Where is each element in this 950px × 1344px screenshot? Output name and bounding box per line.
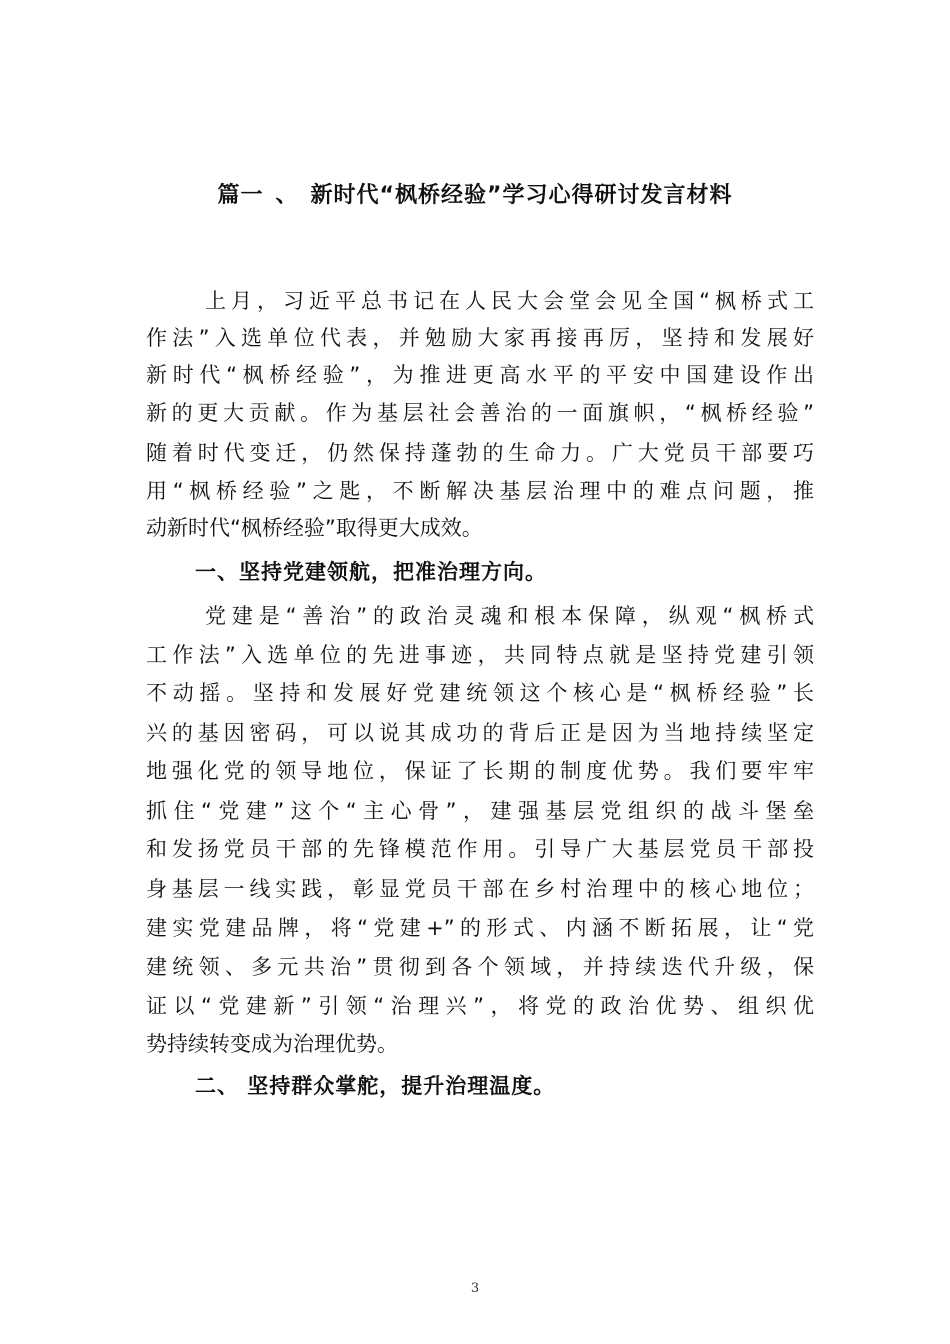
section-heading: 二、 坚持群众掌舵，提升治理温度。 [195,1074,556,1098]
paragraph-line: 抓住“党建”这个“主心骨”，建强基层党组织的战斗堡垒 [146,799,814,823]
paragraph-line: 党建是“善治”的政治灵魂和根本保障，纵观“枫桥式 [205,604,814,628]
page-number: 3 [470,1281,480,1296]
paragraph-line: 作法”入选单位代表，并勉励大家再接再厉，坚持和发展好 [146,326,814,350]
paragraph-line: 动新时代“枫桥经验”取得更大成效。 [146,516,483,540]
paragraph-line: 和发扬党员干部的先锋模范作用。引导广大基层党员干部投 [146,837,814,861]
paragraph-line: 身基层一线实践，彰显党员干部在乡村治理中的核心地位； [146,877,814,901]
paragraph-line: 随着时代变迁，仍然保持蓬勃的生命力。广大党员干部要巧 [146,441,814,465]
paragraph-line: 新时代“枫桥经验”，为推进更高水平的平安中国建设作出 [146,363,814,387]
section-heading: 一、坚持党建领航，把准治理方向。 [195,560,547,584]
paragraph-line: 建统领、多元共治”贯彻到各个领域，并持续迭代升级，保 [146,955,814,979]
paragraph-line: 证以“党建新”引领“治理兴”，将党的政治优势、组织优 [146,994,814,1018]
paragraph-line: 兴的基因密码，可以说其成功的背后正是因为当地持续坚定 [146,721,814,745]
title-separator: 、 [275,183,299,208]
paragraph-line: 工作法”入选单位的先进事迹，共同特点就是坚持党建引领 [146,643,814,667]
paragraph-line: 上月，习近平总书记在人民大会堂会见全国“枫桥式工 [205,289,814,313]
document-title [0,181,950,211]
paragraph-line: 新的更大贡献。作为基层社会善治的一面旗帜，“枫桥经验” [146,401,814,425]
paragraph-line: 不动摇。坚持和发展好党建统领这个核心是“枫桥经验”长 [146,681,814,705]
paragraph-line: 建实党建品牌，将“党建+”的形式、内涵不断拓展，让“党 [146,916,814,940]
paragraph-line: 势持续转变成为治理优势。 [146,1032,398,1056]
paragraph-line: 地强化党的领导地位，保证了长期的制度优势。我们要牢牢 [146,759,814,783]
title-prefix: 篇一 [217,183,264,208]
paragraph-line: 用“枫桥经验”之匙，不断解决基层治理中的难点问题，推 [146,479,814,503]
title-text: 新时代“枫桥经验”学习心得研讨发言材料 [310,183,733,208]
